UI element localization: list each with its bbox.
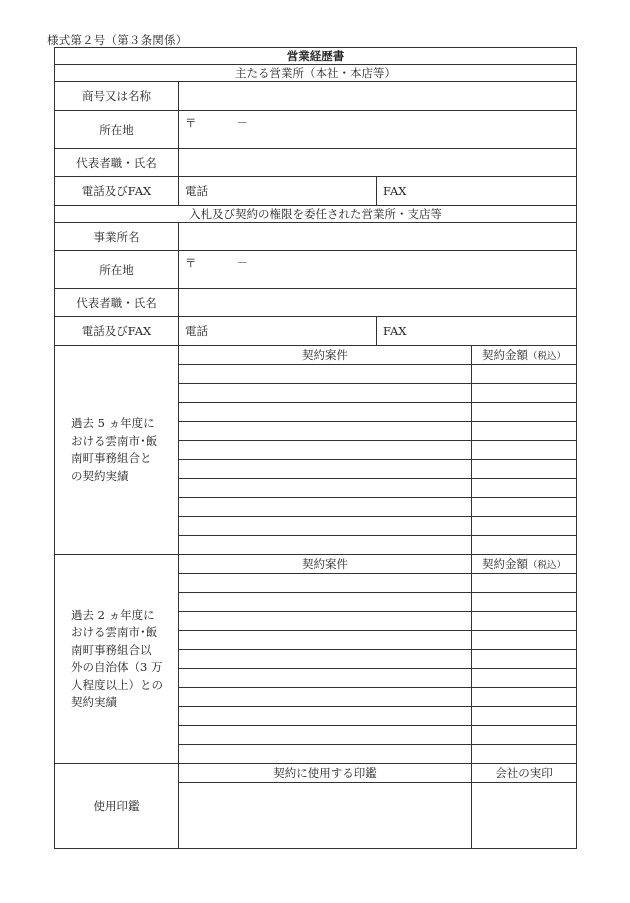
branch-office-name-field[interactable] <box>179 223 577 251</box>
main-office-fax-field[interactable] <box>377 177 577 206</box>
record-2yr-case-cell[interactable] <box>179 688 472 707</box>
record-5yr-amount-cell[interactable] <box>472 365 577 384</box>
record-5yr-case-cell[interactable] <box>179 498 472 517</box>
record-2yr-line: 外の自治体（3 万 <box>71 660 163 674</box>
record-5yr-line: の契約実績 <box>71 468 129 483</box>
record-2yr-amount-cell[interactable] <box>472 593 577 612</box>
main-office-rep-field[interactable] <box>179 149 577 177</box>
fax-label: FAX <box>383 184 407 198</box>
company-seal-header: 会社の実印 <box>472 764 577 783</box>
tax-note: （税込） <box>527 351 566 362</box>
record-5yr-amount-cell[interactable] <box>472 441 577 460</box>
main-office-name-field[interactable] <box>179 82 577 111</box>
form-title: 営業経歴書 <box>55 48 577 65</box>
postal-mark: 〒 <box>185 116 197 130</box>
record-2yr-case-cell[interactable] <box>179 650 472 669</box>
record-5yr-col-amount <box>472 346 577 365</box>
branch-office-fax-field[interactable] <box>377 317 577 346</box>
record-2yr-line: おける雲南市･飯 <box>71 625 158 639</box>
contract-seal-box[interactable] <box>179 783 472 849</box>
branch-office-heading: 入札及び契約の権限を委任された営業所・支店等 <box>55 206 577 223</box>
record-5yr-col-case: 契約案件 <box>179 346 472 365</box>
record-5yr-amount-cell[interactable] <box>472 384 577 403</box>
record-2yr-case-cell[interactable] <box>179 707 472 726</box>
postal-dash: － <box>236 256 248 270</box>
main-office-address-label: 所在地 <box>55 111 179 149</box>
branch-office-address-field[interactable] <box>179 251 577 289</box>
record-5yr-case-cell[interactable] <box>179 517 472 536</box>
fax-label: FAX <box>383 324 407 338</box>
record-5yr-amount-cell[interactable] <box>472 479 577 498</box>
record-5yr-amount-cell[interactable] <box>472 460 577 479</box>
record-5yr-amount-cell[interactable] <box>472 498 577 517</box>
record-2yr-amount-cell[interactable] <box>472 707 577 726</box>
record-2yr-line: 南町事務組合以 <box>71 642 152 657</box>
record-2yr-case-cell[interactable] <box>179 593 472 612</box>
record-5yr-case-cell[interactable] <box>179 403 472 422</box>
record-2yr-amount-cell[interactable] <box>472 669 577 688</box>
record-2yr-case-cell[interactable] <box>179 631 472 650</box>
record-2yr-amount-cell[interactable] <box>472 631 577 650</box>
tel-label: 電話 <box>185 324 208 338</box>
main-office-address-field[interactable] <box>179 111 577 149</box>
business-history-form <box>54 47 577 849</box>
record-5yr-amount-cell[interactable] <box>472 517 577 536</box>
record-5yr-amount-cell[interactable] <box>472 403 577 422</box>
record-2yr-case-cell[interactable] <box>179 574 472 593</box>
branch-office-rep-label: 代表者職・氏名 <box>55 289 179 317</box>
record-5yr-case-cell[interactable] <box>179 441 472 460</box>
main-office-phone-label: 電話及びFAX <box>55 177 179 206</box>
tel-label: 電話 <box>185 184 208 198</box>
postal-dash: － <box>236 116 248 130</box>
main-office-rep-label: 代表者職・氏名 <box>55 149 179 177</box>
record-5yr-case-cell[interactable] <box>179 479 472 498</box>
branch-office-address-label: 所在地 <box>55 251 179 289</box>
record-2yr-col-amount <box>472 555 577 574</box>
record-5yr-case-cell[interactable] <box>179 422 472 441</box>
record-2yr-amount-cell[interactable] <box>472 574 577 593</box>
form-id: 様式第２号（第３条関係） <box>47 33 188 47</box>
record-5yr-line: 南町事務組合と <box>71 451 152 465</box>
record-2yr-line: 人程度以上）との <box>71 677 163 692</box>
record-5yr-label <box>55 346 179 555</box>
amount-header: 契約金額 <box>481 348 528 362</box>
record-2yr-amount-cell[interactable] <box>472 650 577 669</box>
record-2yr-amount-cell[interactable] <box>472 726 577 745</box>
main-office-name-label: 商号又は名称 <box>55 82 179 111</box>
branch-office-rep-field[interactable] <box>179 289 577 317</box>
record-5yr-line: おける雲南市･飯 <box>71 433 158 448</box>
record-5yr-amount-cell[interactable] <box>472 536 577 555</box>
record-2yr-case-cell[interactable] <box>179 612 472 631</box>
amount-header: 契約金額 <box>481 557 528 571</box>
seal-label: 使用印鑑 <box>55 764 179 849</box>
branch-office-name-label: 事業所名 <box>55 223 179 251</box>
branch-office-phone-label: 電話及びFAX <box>55 317 179 346</box>
main-office-tel-field[interactable] <box>179 177 377 206</box>
branch-office-tel-field[interactable] <box>179 317 377 346</box>
record-2yr-amount-cell[interactable] <box>472 745 577 764</box>
record-2yr-label <box>55 555 179 764</box>
record-2yr-case-cell[interactable] <box>179 669 472 688</box>
record-2yr-case-cell[interactable] <box>179 726 472 745</box>
tax-note: （税込） <box>527 560 566 571</box>
record-5yr-amount-cell[interactable] <box>472 422 577 441</box>
record-5yr-case-cell[interactable] <box>179 365 472 384</box>
record-5yr-case-cell[interactable] <box>179 384 472 403</box>
record-2yr-amount-cell[interactable] <box>472 612 577 631</box>
company-seal-box[interactable] <box>472 783 577 849</box>
record-2yr-amount-cell[interactable] <box>472 688 577 707</box>
record-2yr-line: 過去 2 ヵ年度に <box>71 607 155 622</box>
record-2yr-col-case: 契約案件 <box>179 555 472 574</box>
main-office-heading: 主たる営業所（本社・本店等） <box>55 65 577 82</box>
record-2yr-case-cell[interactable] <box>179 745 472 764</box>
record-5yr-case-cell[interactable] <box>179 460 472 479</box>
record-5yr-line: 過去 5 ヵ年度に <box>71 416 155 430</box>
record-2yr-line: 契約実績 <box>71 695 117 709</box>
contract-seal-header: 契約に使用する印鑑 <box>179 764 472 783</box>
postal-mark: 〒 <box>185 256 197 270</box>
record-5yr-case-cell[interactable] <box>179 536 472 555</box>
